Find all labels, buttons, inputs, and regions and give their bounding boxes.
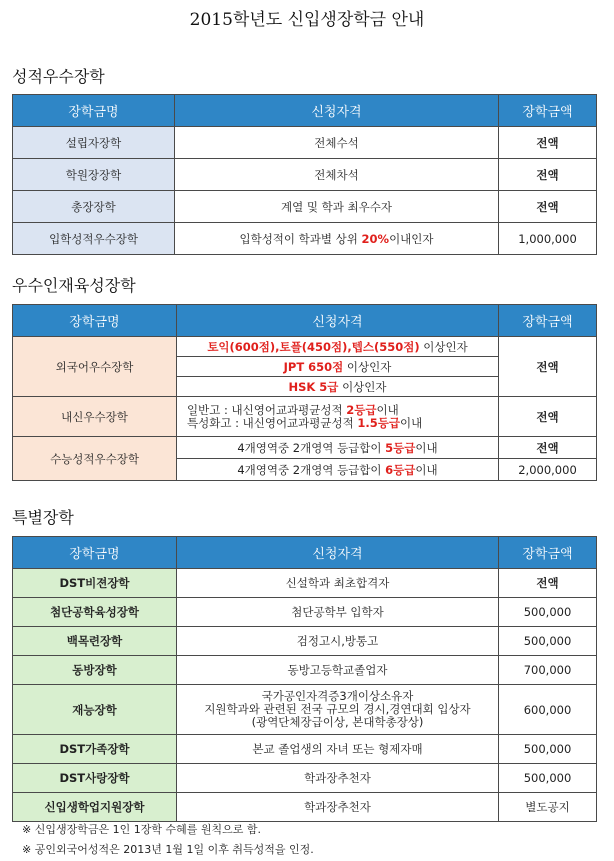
qual-line: (광역단체장급이상, 본대학총장상) — [251, 715, 424, 729]
qual-text: 이내 — [376, 402, 399, 417]
scholarship-qualification: 계열 및 학과 최우수자 — [175, 191, 499, 223]
scholarship-name: 외국어우수장학 — [13, 337, 177, 397]
header-amount: 장학금액 — [499, 537, 597, 569]
section-title-academic: 성적우수장학 — [12, 67, 105, 86]
qual-highlight: 1.5등급 — [357, 415, 400, 430]
qual-text: 입학성적이 학과별 상위 — [239, 231, 362, 246]
qual-text: 이내 — [415, 462, 438, 477]
qual-text: 이내 — [399, 415, 423, 430]
scholarship-amount: 별도공지 — [499, 793, 597, 822]
qual-line: 국가공인자격증3개이상소유자 — [261, 689, 414, 703]
table-row — [13, 569, 597, 598]
scholarship-qualification — [177, 397, 499, 437]
qual-text: 4개영역중 2개영역 등급합이 — [237, 440, 386, 455]
scholarship-qualification: 전체차석 — [175, 159, 499, 191]
header-qualification: 신청자격 — [177, 305, 499, 337]
scholarship-amount: 500,000 — [499, 764, 597, 793]
table-row — [13, 437, 597, 459]
scholarship-name: DST비젼장학 — [13, 569, 177, 598]
qual-highlight: 20% — [361, 231, 390, 246]
scholarship-qualification: 학과장추천자 — [177, 793, 499, 822]
scholarship-amount: 전액 — [499, 397, 597, 437]
scholarship-qualification: 첨단공학부 입학자 — [177, 598, 499, 627]
scholarship-name: 동방장학 — [13, 656, 177, 685]
scholarship-amount: 600,000 — [499, 685, 597, 735]
qual-text: 이상인자 — [419, 339, 468, 354]
qual-text: 이내인자 — [389, 231, 434, 246]
scholarship-qualification: 검정고시,방통고 — [177, 627, 499, 656]
scholarship-qualification — [175, 223, 499, 255]
scholarship-qualification — [177, 437, 499, 459]
table-row — [13, 735, 597, 764]
table-row — [13, 127, 597, 159]
scholarship-name: 재능장학 — [13, 685, 177, 735]
qual-line: 지원학과와 관련된 전국 규모의 경시,경연대회 입상자 — [204, 702, 471, 716]
table-row — [13, 223, 597, 255]
talent-scholarship-table — [12, 304, 597, 481]
scholarship-amount: 500,000 — [499, 627, 597, 656]
scholarship-qualification: 본교 졸업생의 자녀 또는 형제자매 — [177, 735, 499, 764]
scholarship-amount: 전액 — [499, 569, 597, 598]
qual-text: 이내 — [415, 440, 438, 455]
qual-text: 일반고 : 내신영어교과평균성적 — [187, 402, 347, 417]
scholarship-qualification — [177, 357, 499, 377]
scholarship-amount: 전액 — [499, 127, 597, 159]
scholarship-name: 총장장학 — [13, 191, 175, 223]
scholarship-name: 수능성적우수장학 — [13, 437, 177, 481]
qual-highlight: 토익(600점),토플(450점),텝스(550점) — [207, 339, 420, 354]
table-header-row — [13, 305, 597, 337]
scholarship-qualification: 전체수석 — [175, 127, 499, 159]
scholarship-name: 첨단공학육성장학 — [13, 598, 177, 627]
qual-highlight: HSK 5급 — [288, 379, 339, 394]
qual-highlight: 5등급 — [385, 440, 416, 455]
scholarship-qualification — [177, 377, 499, 397]
page-title: 2015학년도 신입생장학금 안내 — [189, 10, 425, 30]
table-row — [13, 627, 597, 656]
scholarship-name: DST가족장학 — [13, 735, 177, 764]
scholarship-amount: 500,000 — [499, 735, 597, 764]
scholarship-name: 설립자장학 — [13, 127, 175, 159]
scholarship-amount: 1,000,000 — [499, 223, 597, 255]
scholarship-name: 입학성적우수장학 — [13, 223, 175, 255]
scholarship-name: 내신우수장학 — [13, 397, 177, 437]
academic-scholarship-table — [12, 94, 597, 255]
scholarship-name: 신입생학업지원장학 — [13, 793, 177, 822]
qual-line — [187, 417, 496, 430]
table-row — [13, 598, 597, 627]
scholarship-amount: 500,000 — [499, 598, 597, 627]
scholarship-qualification: 신설학과 최초합격자 — [177, 569, 499, 598]
table-row — [13, 337, 597, 357]
header-name: 장학금명 — [13, 95, 175, 127]
scholarship-qualification — [177, 685, 499, 735]
special-scholarship-table — [12, 536, 597, 822]
scholarship-name: 학원장장학 — [13, 159, 175, 191]
table-row — [13, 793, 597, 822]
table-header-row — [13, 537, 597, 569]
footnote: ※ 공인외국어성적은 2013년 1월 1일 이후 취득성적을 인정. — [22, 843, 314, 856]
header-qualification: 신청자격 — [177, 537, 499, 569]
scholarship-qualification — [177, 459, 499, 481]
table-row — [13, 656, 597, 685]
scholarship-qualification: 학과장추천자 — [177, 764, 499, 793]
table-header-row — [13, 95, 597, 127]
qual-highlight: 2등급 — [346, 402, 377, 417]
scholarship-amount: 전액 — [499, 159, 597, 191]
footnotes — [22, 820, 314, 860]
scholarship-amount: 전액 — [499, 337, 597, 397]
scholarship-amount: 2,000,000 — [499, 459, 597, 481]
header-qualification: 신청자격 — [175, 95, 499, 127]
scholarship-name: DST사랑장학 — [13, 764, 177, 793]
scholarship-amount: 전액 — [499, 437, 597, 459]
header-amount: 장학금액 — [499, 95, 597, 127]
qual-text: 이상인자 — [338, 379, 387, 394]
section-title-special: 특별장학 — [12, 508, 74, 527]
scholarship-qualification — [177, 337, 499, 357]
scholarship-qualification: 동방고등학교졸업자 — [177, 656, 499, 685]
scholarship-amount: 700,000 — [499, 656, 597, 685]
qual-text: 4개영역중 2개영역 등급합이 — [237, 462, 386, 477]
section-title-talent: 우수인재육성장학 — [12, 276, 136, 295]
header-name: 장학금명 — [13, 305, 177, 337]
table-row — [13, 191, 597, 223]
qual-highlight: 6등급 — [385, 462, 416, 477]
scholarship-name: 백목련장학 — [13, 627, 177, 656]
footnote: ※ 신입생장학금은 1인 1장학 수혜를 원칙으로 함. — [22, 823, 261, 836]
table-row — [13, 764, 597, 793]
qual-highlight: JPT 650점 — [283, 359, 344, 374]
qual-text: 이상인자 — [343, 359, 392, 374]
table-row — [13, 159, 597, 191]
table-row — [13, 685, 597, 735]
scholarship-amount: 전액 — [499, 191, 597, 223]
header-name: 장학금명 — [13, 537, 177, 569]
table-row — [13, 397, 597, 437]
header-amount: 장학금액 — [499, 305, 597, 337]
qual-text: 특성화고 : 내신영어교과평균성적 — [187, 415, 358, 430]
